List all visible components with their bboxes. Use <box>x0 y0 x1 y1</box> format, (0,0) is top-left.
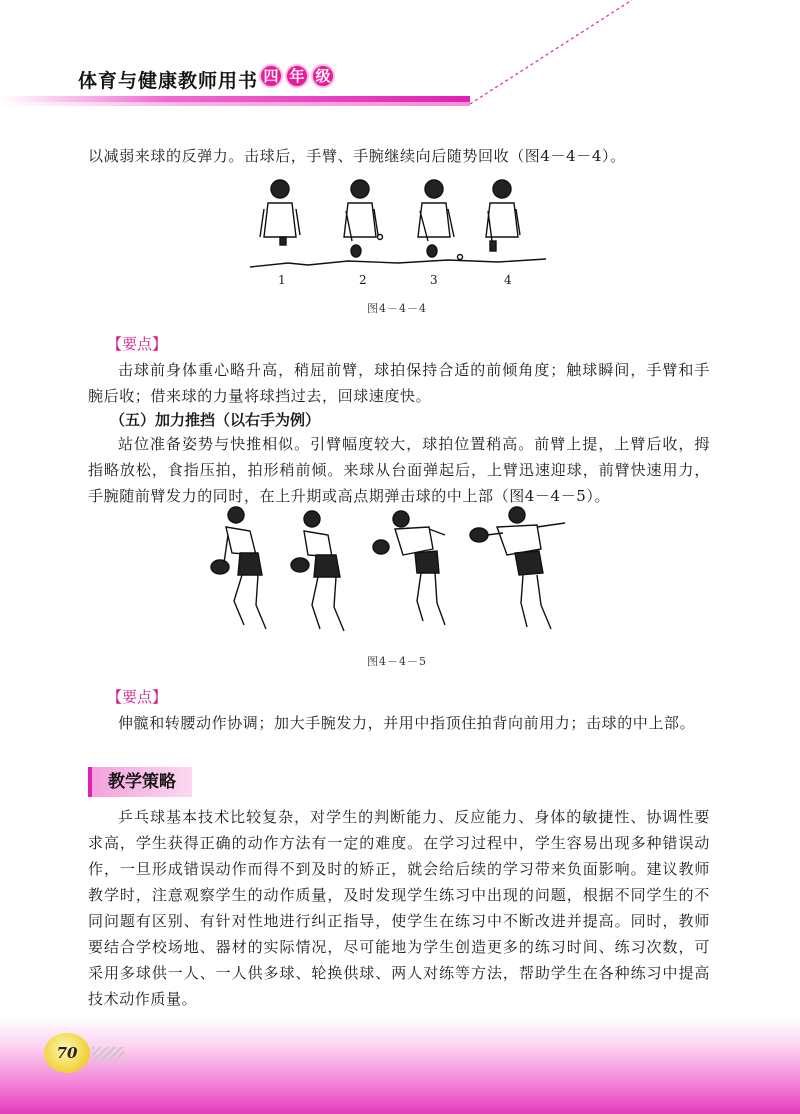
figure-label: 3 <box>430 273 438 287</box>
key-point-text: 击球前身体重心略升高，稍屈前臂，球拍保持合适的前倾角度；触球瞬间，手臂和手腕后收；借来球的力量将球挡过去，回球速度快。 <box>88 361 710 405</box>
footer-band <box>0 1018 800 1114</box>
key-point-label: 【要点】 <box>107 335 168 353</box>
figure-label: 1 <box>278 273 286 287</box>
section-text: 站位准备姿势与快推相似。引臂幅度较大，球拍位置稍高。前臂上提，上臂后收，拇指略放松，食指压拍，拍形稍前倾。来球从台面弹起后，上臂迅速迎球，前臂快速用力，手腕随前臂发力的同时，在上升期或高点期弹击球的中上部（图4－4－5）。 <box>88 435 710 505</box>
figure-caption: 图4－4－5 <box>367 655 427 668</box>
figure-label: 2 <box>359 273 367 287</box>
section-heading: （五）加力推挡（以右手为例） <box>110 411 321 429</box>
grade-badge <box>259 64 335 88</box>
key-point-text: 伸髋和转腰动作协调；加大手腕发力，并用中指顶住拍背向前用力；击球的中上部。 <box>118 714 696 732</box>
page-number: 70 <box>44 1033 90 1073</box>
grade-char: 四 <box>259 64 283 88</box>
figure-4-4-5 <box>205 505 585 640</box>
figure-label: 4 <box>504 273 512 287</box>
page-number-stripes <box>92 1047 124 1061</box>
figure-4-4-5-illustration <box>205 505 585 640</box>
figure-4-4-4-illustration <box>248 175 548 290</box>
grade-char: 年 <box>285 64 309 88</box>
paragraph-intro: 以减弱来球的反弹力。击球后，手臂、手腕继续向后随势回收（图4－4－4）。 <box>88 147 626 165</box>
strategy-text: 乒乓球基本技术比较复杂，对学生的判断能力、反应能力、身体的敏捷性、协调性要求高，学生获得正确的动作方法有一定的难度。在学习过程中，学生容易出现多种错误动作，一旦形成错误动作而得不到及时的矫正，就会给后续的学习带来负面影响。建议教师教学时，注意观察学生的动作质量，及时发现学生练习中出现的问题，根据不同学生的不同问题有区别、有针对性地进行纠正指导，使学生在练习中不断改进并提高。同时，教师要结合学校场地、器材的实际情况，尽可能地为学生创造更多的练习时间、练习次数，可采用多球供一人、一人供多球、轮换供球、两人对练等方法，帮助学生在各种练习中提高技术动作质量。 <box>88 808 710 1008</box>
strategy-heading <box>88 767 192 797</box>
strategy-title: 教学策略 <box>108 772 176 792</box>
grade-char: 级 <box>311 64 335 88</box>
key-point-label: 【要点】 <box>107 688 168 706</box>
header-band-light <box>0 102 470 106</box>
figure-caption: 图4－4－4 <box>367 302 427 315</box>
figure-4-4-4 <box>248 175 548 290</box>
book-title: 体育与健康教师用书 <box>78 70 259 92</box>
